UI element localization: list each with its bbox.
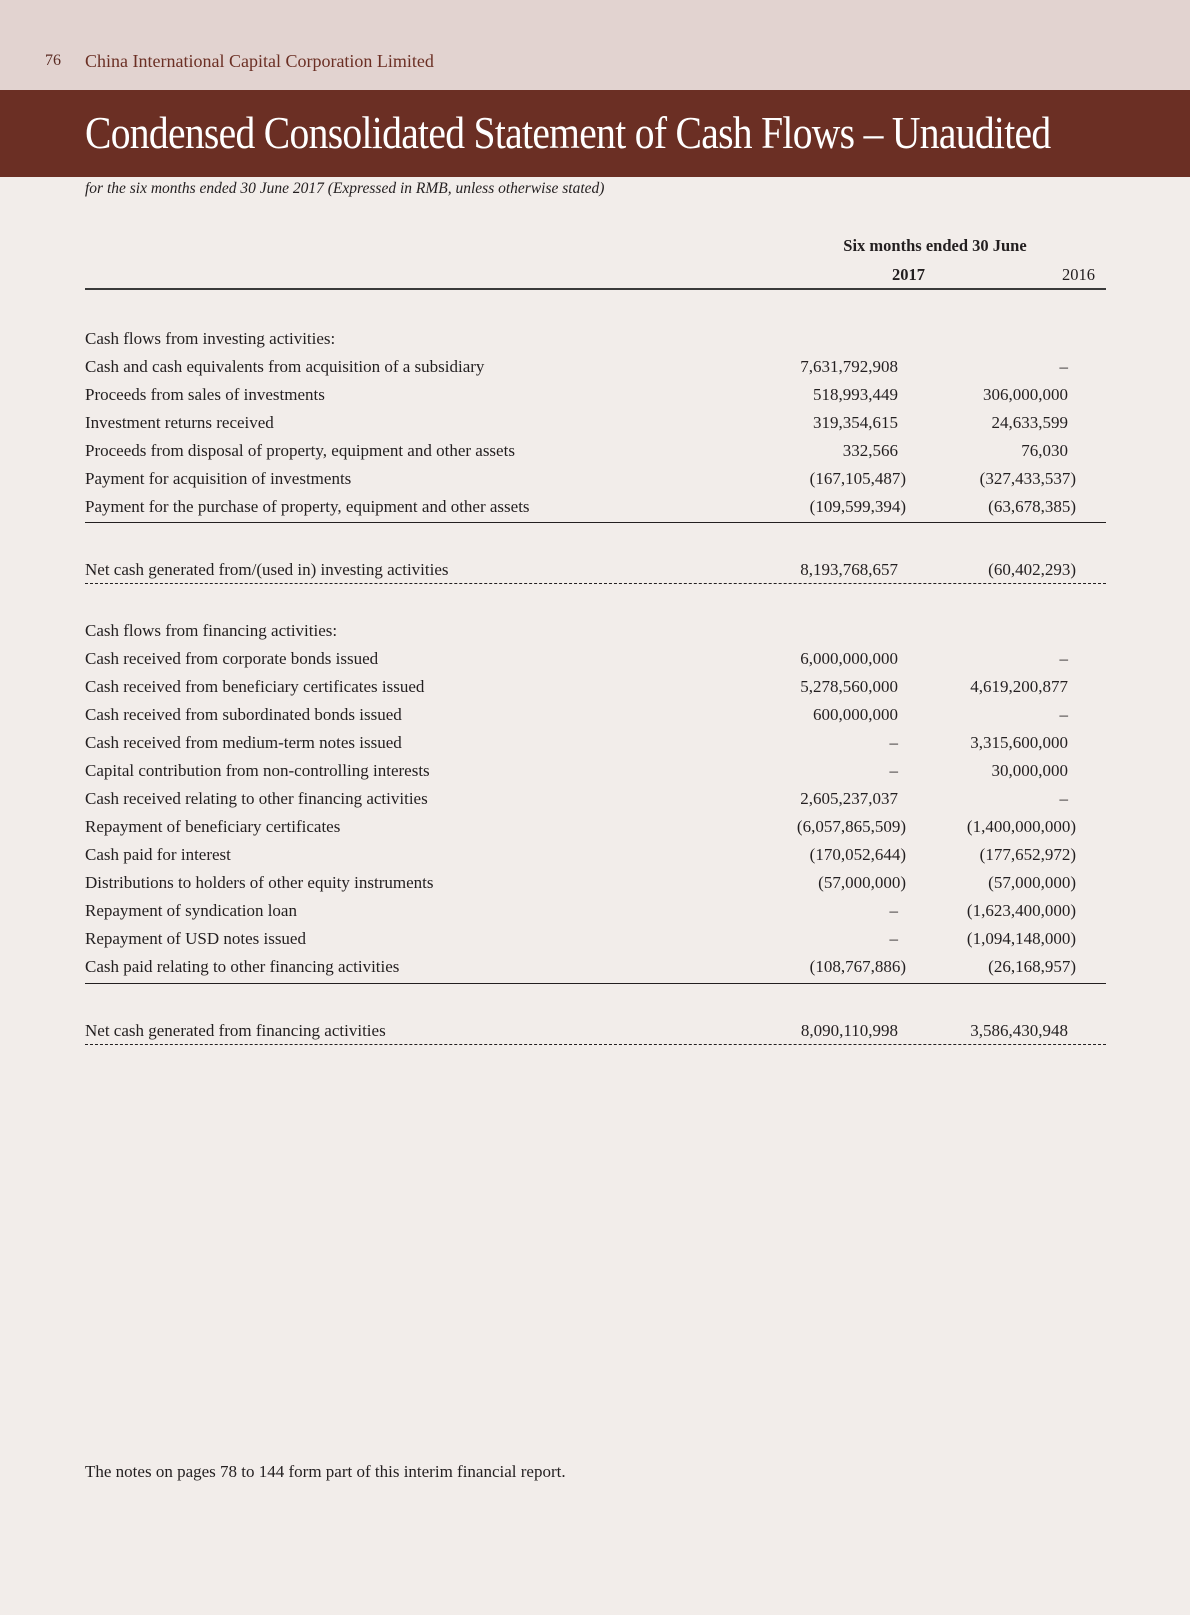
page-number: 76 bbox=[45, 52, 61, 69]
value-2017: 332,566 bbox=[842, 441, 898, 460]
value-2016: – bbox=[1059, 705, 1068, 724]
value-2017: – bbox=[889, 761, 898, 780]
value-2017: 518,993,449 bbox=[813, 385, 898, 404]
value-2016: (63,678,385) bbox=[988, 497, 1076, 516]
row-label: Payment for acquisition of investments bbox=[85, 469, 352, 488]
value-2016: (60,402,293) bbox=[988, 560, 1076, 579]
value-2016: 4,619,200,877 bbox=[970, 677, 1068, 696]
value-2017: 6,000,000,000 bbox=[800, 649, 898, 668]
value-2017: 8,193,768,657 bbox=[800, 560, 898, 579]
total-row-investing bbox=[85, 558, 1106, 582]
value-2017: 8,090,110,998 bbox=[800, 1021, 898, 1040]
value-2016: – bbox=[1059, 649, 1068, 668]
row-label: Cash received from subordinated bonds issued bbox=[85, 705, 402, 724]
row-label: Cash received from corporate bonds issued bbox=[85, 649, 379, 668]
value-2017: 600,000,000 bbox=[813, 705, 898, 724]
value-2017: 5,278,560,000 bbox=[800, 677, 898, 696]
value-2017: 7,631,792,908 bbox=[800, 357, 898, 376]
value-2017: – bbox=[889, 929, 898, 948]
value-2016: (26,168,957) bbox=[988, 957, 1076, 976]
row-label: Cash paid relating to other financing activities bbox=[85, 957, 400, 976]
row-label: Repayment of syndication loan bbox=[85, 901, 297, 920]
table-row bbox=[85, 731, 1106, 755]
subtitle: for the six months ended 30 June 2017 (Expressed in RMB, unless otherwise stated) bbox=[85, 180, 605, 197]
table-row bbox=[85, 411, 1106, 435]
table-row bbox=[85, 815, 1106, 839]
value-2016: (327,433,537) bbox=[979, 469, 1076, 488]
header-rule bbox=[85, 288, 1106, 290]
value-2017: (57,000,000) bbox=[818, 873, 906, 892]
company-name: China International Capital Corporation Limited bbox=[85, 51, 434, 71]
value-2017: 319,354,615 bbox=[813, 413, 898, 432]
value-2016: 30,000,000 bbox=[991, 761, 1068, 780]
row-label: Payment for the purchase of property, equipment and other assets bbox=[85, 497, 530, 516]
table-row bbox=[85, 899, 1106, 923]
total-rule-dashed bbox=[85, 1044, 1106, 1045]
column-header-2017: 2017 bbox=[892, 265, 925, 284]
total-rule-dashed bbox=[85, 583, 1106, 584]
value-2016: (1,623,400,000) bbox=[966, 901, 1076, 920]
value-2017: (167,105,487) bbox=[809, 469, 906, 488]
table-row bbox=[85, 355, 1106, 379]
value-2017: (108,767,886) bbox=[809, 957, 906, 976]
page-title: Condensed Consolidated Statement of Cash Flows – Unaudited bbox=[85, 107, 1051, 158]
subtotal-rule bbox=[85, 983, 1106, 984]
total-row-financing bbox=[85, 1019, 1106, 1043]
value-2016: 76,030 bbox=[1021, 441, 1068, 460]
table-row bbox=[85, 495, 1106, 519]
table-row bbox=[85, 843, 1106, 867]
table-row bbox=[85, 955, 1106, 979]
section-heading-financing: Cash flows from financing activities: bbox=[85, 621, 338, 640]
table-row bbox=[85, 927, 1106, 951]
row-label: Proceeds from sales of investments bbox=[85, 385, 325, 404]
table-row bbox=[85, 675, 1106, 699]
row-label: Net cash generated from/(used in) investing activities bbox=[85, 560, 449, 579]
value-2016: (177,652,972) bbox=[979, 845, 1076, 864]
row-label: Repayment of USD notes issued bbox=[85, 929, 306, 948]
section-heading-investing: Cash flows from investing activities: bbox=[85, 329, 336, 348]
table-row bbox=[85, 383, 1106, 407]
value-2016: 3,315,600,000 bbox=[970, 733, 1068, 752]
row-label: Cash received from medium-term notes issued bbox=[85, 733, 402, 752]
row-label: Cash paid for interest bbox=[85, 845, 231, 864]
row-label: Proceeds from disposal of property, equipment and other assets bbox=[85, 441, 515, 460]
value-2017: (109,599,394) bbox=[809, 497, 906, 516]
column-group-header: Six months ended 30 June bbox=[843, 236, 1027, 255]
value-2016: 24,633,599 bbox=[991, 413, 1068, 432]
row-label: Cash received from beneficiary certificates issued bbox=[85, 677, 425, 696]
footnote: The notes on pages 78 to 144 form part of this interim financial report. bbox=[85, 1462, 566, 1481]
value-2016: 3,586,430,948 bbox=[970, 1021, 1068, 1040]
row-label: Cash and cash equivalents from acquisition of a subsidiary bbox=[85, 357, 485, 376]
column-header-2016: 2016 bbox=[1062, 265, 1095, 284]
table-row bbox=[85, 647, 1106, 671]
table-row bbox=[85, 787, 1106, 811]
table-row bbox=[85, 703, 1106, 727]
row-label: Cash received relating to other financing activities bbox=[85, 789, 428, 808]
subtotal-rule bbox=[85, 522, 1106, 523]
value-2016: – bbox=[1059, 357, 1068, 376]
header-band bbox=[0, 0, 1190, 90]
row-label: Repayment of beneficiary certificates bbox=[85, 817, 341, 836]
value-2016: 306,000,000 bbox=[983, 385, 1068, 404]
value-2017: – bbox=[889, 733, 898, 752]
table-row bbox=[85, 439, 1106, 463]
value-2017: (6,057,865,509) bbox=[796, 817, 906, 836]
row-label: Net cash generated from financing activities bbox=[85, 1021, 386, 1040]
table-row bbox=[85, 871, 1106, 895]
value-2016: (1,094,148,000) bbox=[966, 929, 1076, 948]
value-2017: – bbox=[889, 901, 898, 920]
value-2016: (57,000,000) bbox=[988, 873, 1076, 892]
value-2016: – bbox=[1059, 789, 1068, 808]
table-row bbox=[85, 759, 1106, 783]
value-2016: (1,400,000,000) bbox=[966, 817, 1076, 836]
value-2017: (170,052,644) bbox=[809, 845, 906, 864]
table-row bbox=[85, 467, 1106, 491]
row-label: Distributions to holders of other equity instruments bbox=[85, 873, 434, 892]
value-2017: 2,605,237,037 bbox=[800, 789, 898, 808]
row-label: Investment returns received bbox=[85, 413, 274, 432]
row-label: Capital contribution from non-controlling interests bbox=[85, 761, 430, 780]
